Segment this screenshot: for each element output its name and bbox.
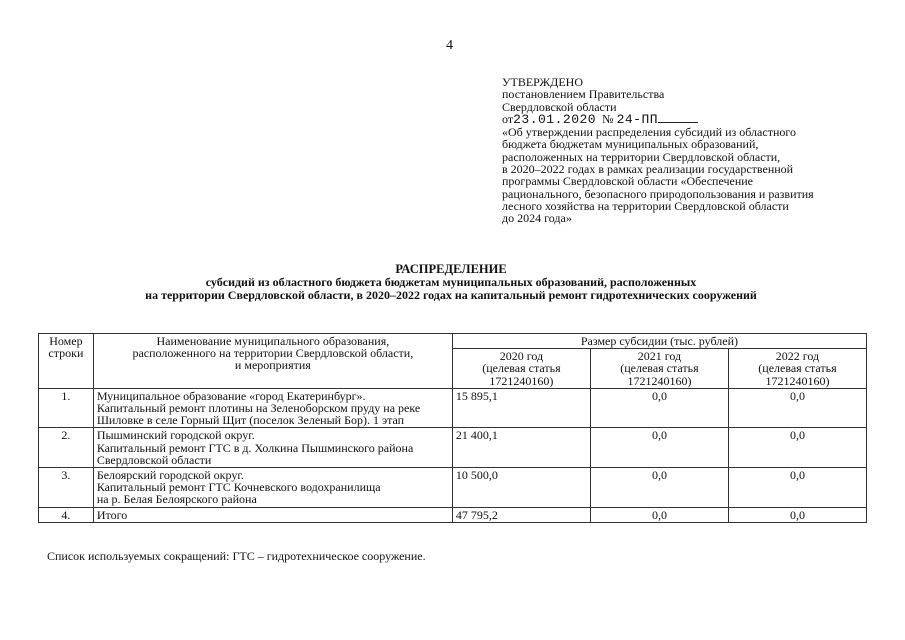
- row-value-2022: 0,0: [728, 428, 866, 468]
- header-number-line: Номер: [49, 334, 83, 348]
- year-article-code: 1721240160): [765, 373, 830, 388]
- header-name-line: Наименование муниципального образования,: [156, 334, 390, 348]
- approval-line: постановлением Правительства: [502, 87, 665, 102]
- table-row: [39, 388, 867, 428]
- row-value-2021: 0,0: [590, 388, 728, 428]
- header-number-line: строки: [48, 346, 84, 361]
- row-name-line: Шиловке в селе Горный Щит (поселок Зеленый Бор). 1 этап: [96, 413, 405, 428]
- approval-line: Свердловской области: [502, 99, 617, 114]
- header-number: [39, 334, 94, 389]
- table-row: [39, 468, 867, 508]
- approval-title-line: бюджета бюджетам муниципальных образований,: [502, 137, 759, 152]
- header-name-line: расположенного на территории Свердловской области,: [132, 346, 414, 361]
- signature-underline: [658, 122, 698, 123]
- row-name: [93, 468, 452, 508]
- year-label: 2021 год: [637, 349, 682, 364]
- row-name-line: Пышминский городской округ.: [96, 428, 255, 443]
- approval-number: 24-ПП: [616, 111, 659, 127]
- row-value-2022: 0,0: [728, 507, 866, 522]
- title-line-2: на территории Свердловской области, в 2020–2022 годах на капитальный ремонт гидротехнических сооружений: [145, 288, 757, 302]
- header-year-2021: [590, 349, 728, 389]
- table-total-row: [39, 507, 867, 522]
- row-name-line: Белоярский городской округ.: [96, 468, 244, 483]
- document-title: [40, 263, 862, 302]
- approval-date-line: [502, 113, 862, 126]
- page-number: 4: [446, 38, 453, 53]
- row-name-line: Капитальный ремонт ГТС в д. Холкина Пышминского района: [96, 440, 414, 455]
- header-year-2022: [728, 349, 866, 389]
- row-name: [93, 428, 452, 468]
- row-number: 1.: [39, 388, 94, 428]
- approval-block: [502, 76, 862, 225]
- row-value-2022: 0,0: [728, 468, 866, 508]
- row-number: 3.: [39, 468, 94, 508]
- row-name-line: Капитальный ремонт плотины на Зеленоборском пруду на реке: [96, 401, 421, 416]
- row-name: [93, 507, 452, 522]
- year-article: (целевая статья: [620, 361, 699, 376]
- approval-title-line: до 2024 года»: [502, 211, 572, 226]
- table-header-row: [39, 334, 867, 349]
- row-number: 4.: [39, 507, 94, 522]
- row-value-2021: 0,0: [590, 507, 728, 522]
- title-main: РАСПРЕДЕЛЕНИЕ: [395, 262, 507, 276]
- approval-title-line: расположенных на территории Свердловской области,: [502, 149, 781, 164]
- row-name-line: Муниципальное образование «город Екатеринбург».: [96, 388, 366, 403]
- approval-title-line: программы Свердловской области «Обеспечение: [502, 174, 754, 189]
- approval-title-line: лесного хозяйства на территории Свердловской области: [502, 198, 789, 213]
- year-label: 2022 год: [775, 349, 820, 364]
- row-name: [93, 388, 452, 428]
- row-value-2021: 0,0: [590, 428, 728, 468]
- approval-date: 23.01.2020: [513, 111, 597, 127]
- row-value-2020: 15 895,1: [452, 388, 590, 428]
- year-article-code: 1721240160): [489, 373, 554, 388]
- year-article: (целевая статья: [758, 361, 837, 376]
- subsidy-table: [38, 333, 867, 523]
- title-line-1: субсидий из областного бюджета бюджетам муниципальных образований, расположенных: [205, 275, 697, 289]
- header-amount-group: Размер субсидии (тыс. рублей): [452, 334, 866, 349]
- year-label: 2020 год: [499, 349, 544, 364]
- table-row: [39, 428, 867, 468]
- row-number: 2.: [39, 428, 94, 468]
- year-article: (целевая статья: [482, 361, 561, 376]
- date-prefix: от: [502, 111, 514, 126]
- row-value-2020: 21 400,1: [452, 428, 590, 468]
- row-value-2021: 0,0: [590, 468, 728, 508]
- year-article-code: 1721240160): [627, 373, 692, 388]
- abbreviations-footnote: Список используемых сокращений: ГТС – гидротехническое сооружение.: [47, 549, 426, 563]
- approval-title-line: в 2020–2022 годах в рамках реализации государственной: [502, 162, 794, 177]
- row-value-2022: 0,0: [728, 388, 866, 428]
- row-name-line: на р. Белая Белоярского района: [96, 492, 257, 507]
- row-name-line: Свердловской области: [96, 452, 212, 467]
- row-name-line: Итого: [96, 507, 128, 522]
- row-value-2020: 10 500,0: [452, 468, 590, 508]
- approval-title-line: рационального, безопасного природопользования и развития: [502, 186, 814, 201]
- header-year-2020: [452, 349, 590, 389]
- row-name-line: Капитальный ремонт ГТС Кочневского водохранилища: [96, 480, 381, 495]
- approval-title-line: «Об утверждении распределения субсидий из областного: [502, 125, 796, 140]
- row-value-2020: 47 795,2: [452, 507, 590, 522]
- header-name: [93, 334, 452, 389]
- number-prefix: №: [602, 111, 614, 126]
- header-name-line: и мероприятия: [234, 358, 311, 373]
- approval-line: УТВЕРЖДЕНО: [502, 75, 584, 89]
